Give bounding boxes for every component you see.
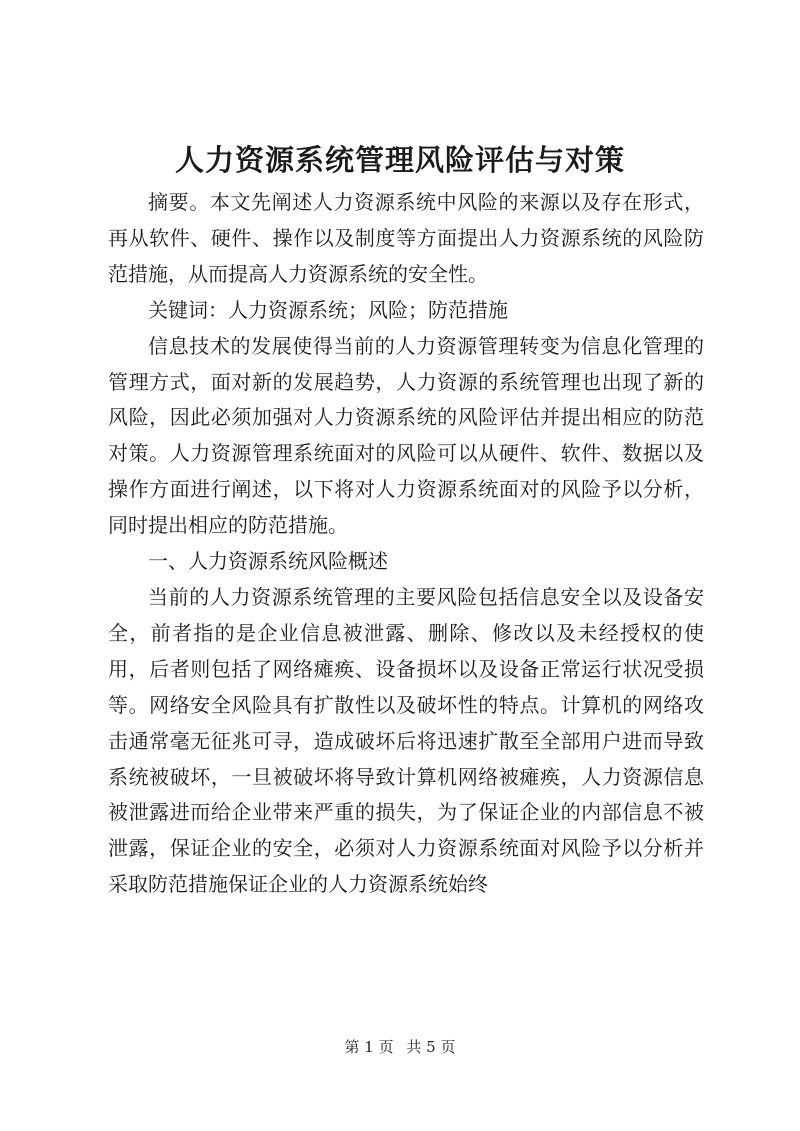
intro-paragraph: 信息技术的发展使得当前的人力资源管理转变为信息化管理的管理方式，面对新的发展趋势，人力资源的系统管理也出现了新的风险，因此必须加强对人力资源系统的风险评估并提出相应的防范对策。人力资源管理系统面对的风险可以从硬件、软件、数据以及操作方面进行阐述，以下将对人力资源系统面对的风险予以分析，同时提出相应的防范措施。 [108,333,704,538]
page-footer [0,1036,800,1058]
abstract-paragraph: 摘要。本文先阐述人力资源系统中风险的来源以及存在形式，再从软件、硬件、操作以及制度等方面提出人力资源系统的风险防范措施，从而提高人力资源系统的安全性。 [108,190,704,286]
page-number: 第 1 页 [344,1038,394,1056]
total-pages: 共 5 页 [406,1038,456,1056]
section-paragraph: 当前的人力资源系统管理的主要风险包括信息安全以及设备安全，前者指的是企业信息被泄露、删除、修改以及未经授权的使用，后者则包括了网络瘫痪、设备损坏以及设备正常运行状况受损等。网络安全风险具有扩散性以及破坏性的特点。计算机的网络攻击通常毫无征兆可寻，造成破坏后将迅速扩散至全部用户进而导致系统被破坏，一旦被破坏将导致计算机网络被瘫痪，人力资源信息被泄露进而给企业带来严重的损失，为了保证企业的内部信息不被泄露，保证企业的安全，必须对人力资源系统面对风险予以分析并采取防范措施保证企业的人力资源系统始终 [108,584,704,897]
keywords-paragraph: 关键词：人力资源系统；风险；防范措施 [148,297,508,322]
section-heading: 一、人力资源系统风险概述 [148,549,388,574]
document-body [108,185,704,903]
document-title: 人力资源系统管理风险评估与对策 [174,143,625,177]
